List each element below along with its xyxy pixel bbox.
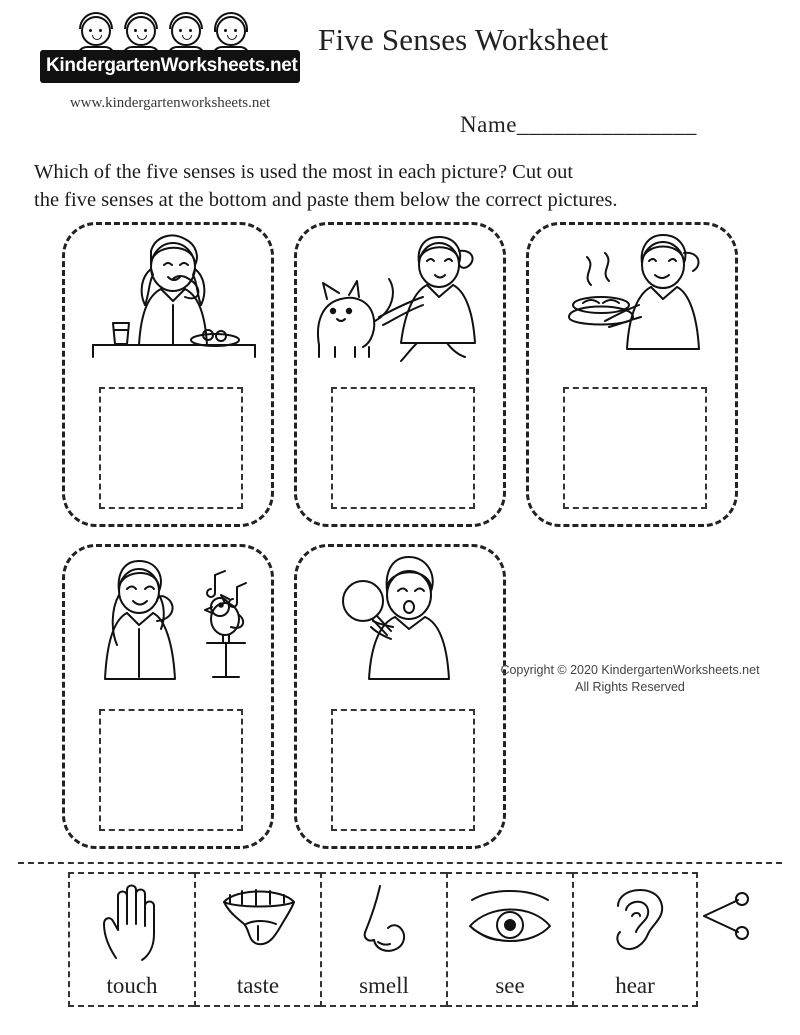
sense-card-touch[interactable] <box>68 872 194 1007</box>
site-logo <box>40 12 300 112</box>
sense-label: see <box>495 973 525 998</box>
picture-card[interactable] <box>62 222 274 527</box>
logo-wordmark: KindergartenWorksheets.net <box>40 50 300 83</box>
sense-card-smell[interactable] <box>320 872 446 1007</box>
eye-icon <box>448 880 574 962</box>
copyright-line-1: Copyright © 2020 KindergartenWorksheets.net <box>500 663 760 677</box>
paste-box[interactable] <box>99 709 243 831</box>
sense-card-hear[interactable] <box>572 872 698 1007</box>
tongue-icon <box>196 880 322 962</box>
copyright <box>480 662 780 696</box>
see-scene-illustration <box>297 547 509 702</box>
copyright-line-2: All Rights Reserved <box>575 680 685 694</box>
sense-label: smell <box>359 973 409 998</box>
hand-icon <box>70 880 196 962</box>
ear-icon <box>574 880 700 962</box>
instructions-line-1: Which of the five senses is used the most in each picture? Cut out <box>34 161 574 183</box>
sense-label: taste <box>236 973 280 998</box>
smell-scene-illustration <box>529 225 741 380</box>
sense-card-taste[interactable] <box>194 872 320 1007</box>
scissors-icon <box>700 892 760 942</box>
page-title: Five Senses Worksheet <box>318 22 609 57</box>
touch-scene-illustration <box>297 225 509 380</box>
picture-card[interactable] <box>526 222 738 527</box>
paste-box[interactable] <box>99 387 243 509</box>
site-url: www.kindergartenworksheets.net <box>69 95 271 111</box>
sense-label: hear <box>615 973 655 998</box>
worksheet-header <box>0 0 800 150</box>
picture-card[interactable] <box>294 222 506 527</box>
taste-scene-illustration <box>65 225 277 380</box>
cut-line <box>18 862 782 864</box>
instructions-line-2: the five senses at the bottom and paste them below the correct pictures. <box>34 189 618 211</box>
nose-icon <box>322 880 448 962</box>
sense-label: touch <box>106 973 158 998</box>
hear-scene-illustration <box>65 547 277 702</box>
name-field-label: Name_______________ <box>460 112 697 137</box>
sense-cutout-strip <box>68 872 698 1007</box>
sense-card-see[interactable] <box>446 872 572 1007</box>
paste-box[interactable] <box>563 387 707 509</box>
instructions <box>34 158 774 214</box>
picture-card[interactable] <box>294 544 506 849</box>
paste-box[interactable] <box>331 387 475 509</box>
picture-card[interactable] <box>62 544 274 849</box>
paste-box[interactable] <box>331 709 475 831</box>
